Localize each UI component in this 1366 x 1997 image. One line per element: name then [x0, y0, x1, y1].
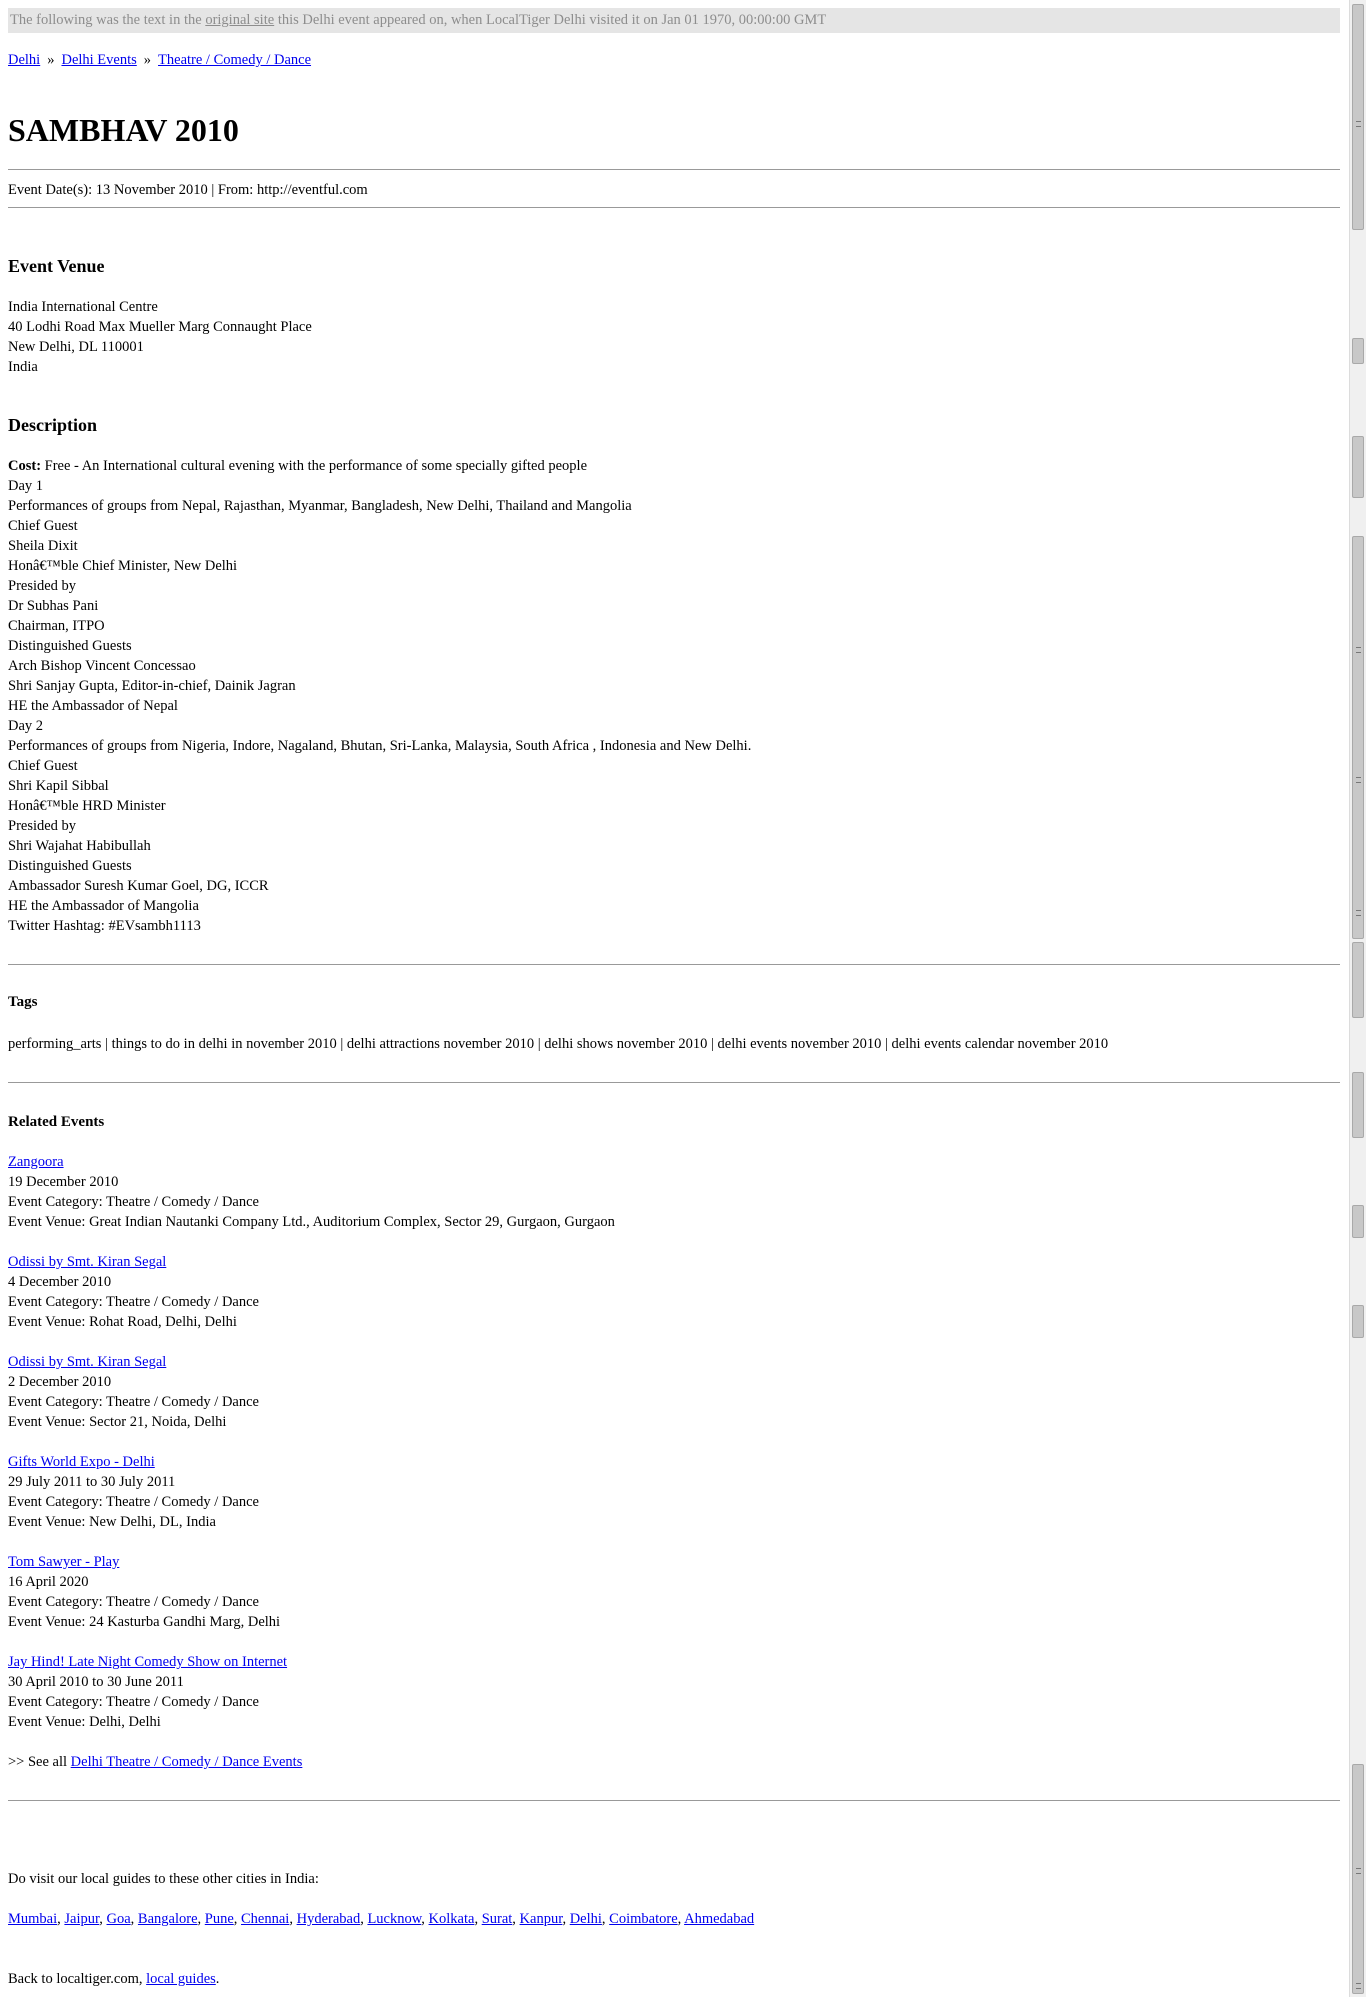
- city-link[interactable]: Goa: [106, 1911, 131, 1927]
- original-site-link[interactable]: original site: [205, 12, 275, 28]
- divider: [8, 1800, 1340, 1801]
- see-all-link[interactable]: Delhi Theatre / Comedy / Dance Events: [70, 1754, 303, 1770]
- scrollbar-thumb[interactable]: [1352, 1305, 1364, 1338]
- breadcrumb-separator: »: [143, 52, 152, 68]
- related-event-link[interactable]: Odissi by Smt. Kiran Segal: [8, 1354, 167, 1370]
- related-event-date: 16 April 2020: [8, 1574, 89, 1590]
- related-event: [8, 1652, 287, 1732]
- related-event: [8, 1152, 615, 1232]
- related-event-date: 30 April 2010 to 30 June 2011: [8, 1674, 184, 1690]
- cost-text: Free - An International cultural evening with the performance of some specially gifted people: [41, 458, 588, 474]
- divider: [8, 964, 1340, 965]
- archive-notice: [8, 8, 1340, 33]
- related-event: [8, 1252, 259, 1332]
- local-guides-link[interactable]: local guides: [146, 1971, 216, 1987]
- city-link[interactable]: Hyderabad: [296, 1911, 361, 1927]
- related-event-category: Event Category: Theatre / Comedy / Dance: [8, 1594, 259, 1610]
- scrollbar-thumb[interactable]: [1352, 1205, 1364, 1238]
- notice-prefix: The following was the text in the: [10, 12, 206, 28]
- related-event-venue: Event Venue: Sector 21, Noida, Delhi: [8, 1414, 227, 1430]
- description-line: Presided by: [8, 578, 77, 594]
- city-link[interactable]: Chennai: [241, 1911, 290, 1927]
- related-event-date: 29 July 2011 to 30 July 2011: [8, 1474, 176, 1490]
- description-line: HE the Ambassador of Mangolia: [8, 898, 199, 914]
- breadcrumb: [8, 52, 311, 69]
- related-event-category: Event Category: Theatre / Comedy / Dance: [8, 1294, 259, 1310]
- description-line: Day 2: [8, 718, 44, 734]
- related-event-category: Event Category: Theatre / Comedy / Dance: [8, 1194, 259, 1210]
- description-body: [8, 456, 751, 936]
- description-line: Twitter Hashtag: #EVsambh1113: [8, 918, 201, 934]
- related-event: [8, 1352, 259, 1432]
- scrollbar-thumb[interactable]: [1352, 436, 1364, 498]
- footer-suffix: .: [215, 1971, 220, 1987]
- description-line: Day 1: [8, 478, 44, 494]
- city-link[interactable]: Pune: [204, 1911, 234, 1927]
- grip-icon: [1356, 1868, 1361, 1874]
- page-title: SAMBHAV 2010: [8, 112, 239, 148]
- venue-line: 40 Lodhi Road Max Mueller Marg Connaught Place: [8, 319, 312, 335]
- description-line: Ambassador Suresh Kumar Goel, DG, ICCR: [8, 878, 269, 894]
- description-line: Sheila Dixit: [8, 538, 78, 554]
- city-links: Mumbai, Jaipur, Goa, Bangalore, Pune, Chennai, Hyderabad, Lucknow, Kolkata, Surat, Kanpur, Delhi, Coimbatore, Ahmedabad: [8, 1911, 755, 1927]
- breadcrumb-delhi[interactable]: Delhi: [8, 52, 41, 68]
- grip-icon: [1356, 777, 1361, 783]
- footer-line: [8, 1969, 219, 1989]
- related-event-link[interactable]: Zangoora: [8, 1154, 64, 1170]
- description-line: Arch Bishop Vincent Concessao: [8, 658, 196, 674]
- scrollbar-thumb[interactable]: [1352, 4, 1364, 230]
- description-line: Shri Sanjay Gupta, Editor-in-chief, Dainik Jagran: [8, 678, 296, 694]
- cost-label: Cost:: [8, 458, 42, 474]
- related-event-link[interactable]: Tom Sawyer - Play: [8, 1554, 120, 1570]
- divider: [8, 207, 1340, 208]
- related-event-venue: Event Venue: Rohat Road, Delhi, Delhi: [8, 1314, 237, 1330]
- scrollbar-thumb[interactable]: [1352, 942, 1364, 1018]
- related-event-date: 4 December 2010: [8, 1274, 112, 1290]
- divider: [8, 169, 1340, 170]
- cost-line: [8, 456, 751, 476]
- venue-line: New Delhi, DL 110001: [8, 339, 144, 355]
- description-line: Chairman, ITPO: [8, 618, 105, 634]
- description-line: Honâ€™ble Chief Minister, New Delhi: [8, 558, 238, 574]
- vertical-scrollbar[interactable]: [1349, 0, 1366, 1997]
- city-link[interactable]: Jaipur: [64, 1911, 100, 1927]
- city-link[interactable]: Bangalore: [137, 1911, 198, 1927]
- description-line: Distinguished Guests: [8, 858, 132, 874]
- description-heading: Description: [8, 415, 97, 435]
- description-line: Performances of groups from Nepal, Rajasthan, Myanmar, Bangladesh, New Delhi, Thailand and Mangolia: [8, 498, 632, 514]
- cities-intro: Do visit our local guides to these other cities in India:: [8, 1871, 319, 1887]
- related-events-heading: Related Events: [8, 1114, 105, 1130]
- related-event-venue: Event Venue: 24 Kasturba Gandhi Marg, Delhi: [8, 1614, 281, 1630]
- description-line: Shri Wajahat Habibullah: [8, 838, 151, 854]
- city-link[interactable]: Lucknow: [367, 1911, 422, 1927]
- divider: [8, 1082, 1340, 1083]
- related-event: [8, 1552, 280, 1632]
- related-event-category: Event Category: Theatre / Comedy / Dance: [8, 1394, 259, 1410]
- city-link[interactable]: Mumbai: [8, 1911, 58, 1927]
- related-event-link[interactable]: Jay Hind! Late Night Comedy Show on Internet: [8, 1654, 288, 1670]
- related-event-venue: Event Venue: New Delhi, DL, India: [8, 1514, 216, 1530]
- scrollbar-thumb[interactable]: [1352, 1072, 1364, 1138]
- event-meta: Event Date(s): 13 November 2010 | From: http://eventful.com: [8, 182, 368, 198]
- venue-address: [8, 297, 312, 377]
- grip-icon: [1356, 910, 1361, 916]
- description-line: Dr Subhas Pani: [8, 598, 99, 614]
- city-link[interactable]: Ahmedabad: [684, 1911, 755, 1927]
- description-line: Chief Guest: [8, 758, 78, 774]
- related-event-link[interactable]: Odissi by Smt. Kiran Segal: [8, 1254, 167, 1270]
- city-link[interactable]: Delhi: [569, 1911, 602, 1927]
- scrollbar-thumb[interactable]: [1352, 338, 1364, 364]
- tags-list: performing_arts | things to do in delhi in november 2010 | delhi attractions november 2010 | delhi shows november 2010 | delhi events november 2010 | delhi events calendar november 2010: [8, 1036, 1109, 1052]
- description-line: Honâ€™ble HRD Minister: [8, 798, 166, 814]
- description-line: Performances of groups from Nigeria, Indore, Nagaland, Bhutan, Sri-Lanka, Malaysia, South Africa , Indonesia and New Delhi.: [8, 738, 752, 754]
- tags-heading: Tags: [8, 994, 38, 1010]
- grip-icon: [1356, 1983, 1361, 1989]
- breadcrumb-category[interactable]: Theatre / Comedy / Dance: [158, 52, 312, 68]
- venue-heading: Event Venue: [8, 256, 105, 276]
- breadcrumb-separator: »: [47, 52, 55, 68]
- venue-line: India International Centre: [8, 299, 158, 315]
- breadcrumb-delhi-events[interactable]: Delhi Events: [61, 52, 137, 68]
- notice-suffix: this Delhi event appeared on, when LocalTiger Delhi visited it on Jan 01 1970, 00:00:00 GMT: [274, 12, 827, 28]
- city-link[interactable]: Coimbatore: [609, 1911, 678, 1927]
- related-event-link[interactable]: Gifts World Expo - Delhi: [8, 1454, 155, 1470]
- description-line: Presided by: [8, 818, 77, 834]
- city-link[interactable]: Kanpur: [519, 1911, 563, 1927]
- venue-line: India: [8, 359, 38, 375]
- related-event-venue: Event Venue: Great Indian Nautanki Company Ltd., Auditorium Complex, Sector 29, Gurgaon, Gurgaon: [8, 1214, 615, 1230]
- related-event-category: Event Category: Theatre / Comedy / Dance: [8, 1694, 259, 1710]
- description-line: Distinguished Guests: [8, 638, 132, 654]
- related-event-date: 2 December 2010: [8, 1374, 112, 1390]
- grip-icon: [1356, 647, 1361, 653]
- related-event-category: Event Category: Theatre / Comedy / Dance: [8, 1494, 259, 1510]
- description-line: HE the Ambassador of Nepal: [8, 698, 178, 714]
- description-line: Shri Kapil Sibbal: [8, 778, 109, 794]
- city-link[interactable]: Kolkata: [428, 1911, 475, 1927]
- grip-icon: [1356, 121, 1361, 127]
- related-event-venue: Event Venue: Delhi, Delhi: [8, 1714, 161, 1730]
- see-all-prefix: >> See all: [8, 1754, 71, 1770]
- description-line: Chief Guest: [8, 518, 78, 534]
- related-event: [8, 1452, 259, 1532]
- scrollbar-thumb[interactable]: [1352, 1764, 1364, 1994]
- scrollbar-thumb[interactable]: [1352, 536, 1364, 939]
- footer-prefix: Back to localtiger.com,: [8, 1971, 147, 1987]
- see-all-line: [8, 1752, 302, 1772]
- related-event-date: 19 December 2010: [8, 1174, 119, 1190]
- city-link[interactable]: Surat: [481, 1911, 513, 1927]
